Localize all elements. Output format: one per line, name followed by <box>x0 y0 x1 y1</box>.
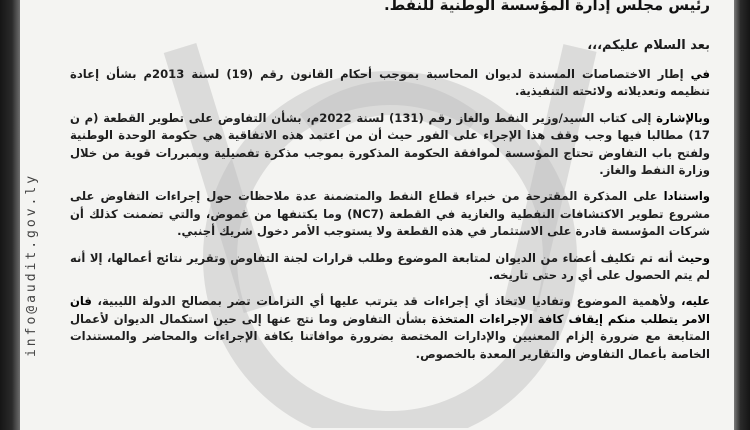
paragraph-lead: واستنادا <box>663 189 710 204</box>
paragraph-text: إلى كتاب السيد/وزير النفط والغاز رقم (131) لسنة 2022م، بشأن التفاوض على تطوير القطعة (م ن 17) مطالبا فيها وجب وقف هذا الإجراء على الفور حيث أن من اعتمد هذه الاتفاقية هي حكومة الوحدة الوطنية ولفتح باب التفاوض تحتاج المؤسسة لموافقة الحكومة المذكورة بموجب مذكرة تفصيلية وبمبررات قوية من خلال وزارة النفط والغاز. <box>70 110 710 178</box>
addressee-title: رئيس مجلس إدارة المؤسسة الوطنية للنفط. <box>383 0 710 14</box>
paragraph-text-continued: بشأن التفاوض وما نتج عنها إلى حين استكمال الديوان لأعمال المتابعة مع ضرورة إلزام المعنيين والإدارات المختصة بضرورة موافاتنا بكافة الإجراءات والمحاضر والمستندات الخاصة بأعمال التفاوض والتقارير المعدة بالخصوص. <box>70 311 710 361</box>
paragraph-lead: وحيث <box>677 250 710 265</box>
paragraph-4 <box>70 250 710 285</box>
paragraph-2 <box>70 110 710 180</box>
paragraph-3 <box>70 188 710 240</box>
paragraph-text: أنه تم تكليف أعضاء من الديوان لمتابعة الموضوع وطلب قرارات لجنة التفاوض وتقرير نتائج أعمالها، إلا أنه لم يتم الحصول على أي رد حتى تاريخه. <box>70 250 710 283</box>
paragraph-5 <box>70 293 710 363</box>
paragraph-lead: في <box>690 67 710 81</box>
scan-edge-left <box>0 0 20 430</box>
paragraph-1 <box>70 66 710 101</box>
scan-edge-right <box>734 0 750 430</box>
letter-body <box>70 66 710 372</box>
paragraph-emphasis: فان الامر يتطلب منكم إيقاف كافة الإجراءات المتخذة <box>70 294 710 326</box>
paragraph-lead: وبالإشارة <box>656 110 710 125</box>
paragraph-lead: عليه، <box>681 294 710 309</box>
side-contact-email: info@audit.gov.ly <box>24 172 39 358</box>
greeting: بعد السلام عليكم،،، <box>587 38 710 53</box>
paragraph-text: على المذكرة المقترحة من خبراء قطاع النفط والمتضمنة عدة ملاحظات حول إجراءات التفاوض على مشروع تطوير الاكتشافات النفطية والغازية في القطعة (NC7) وما يكتنفها من غموض، والتي تضمنت كذلك أن شركات المؤسسة قادرة على الاستثمار في هذه القطعة ولا يستوجب الأمر دخول شريك أجنبي. <box>70 189 710 239</box>
paragraph-text: ولأهمية الموضوع وتفاديا لاتخاذ أي إجراءات قد يترتب عليها أي التزامات تضر بمصالح الدولة الليبية، <box>91 294 682 309</box>
paragraph-text: إطار الاختصاصات المسندة لديوان المحاسبة بموجب أحكام القانون رقم (19) لسنة 2013م بشأن إعادة تنظيمه وتعديلاته ولائحته التنفيذية. <box>70 67 710 99</box>
